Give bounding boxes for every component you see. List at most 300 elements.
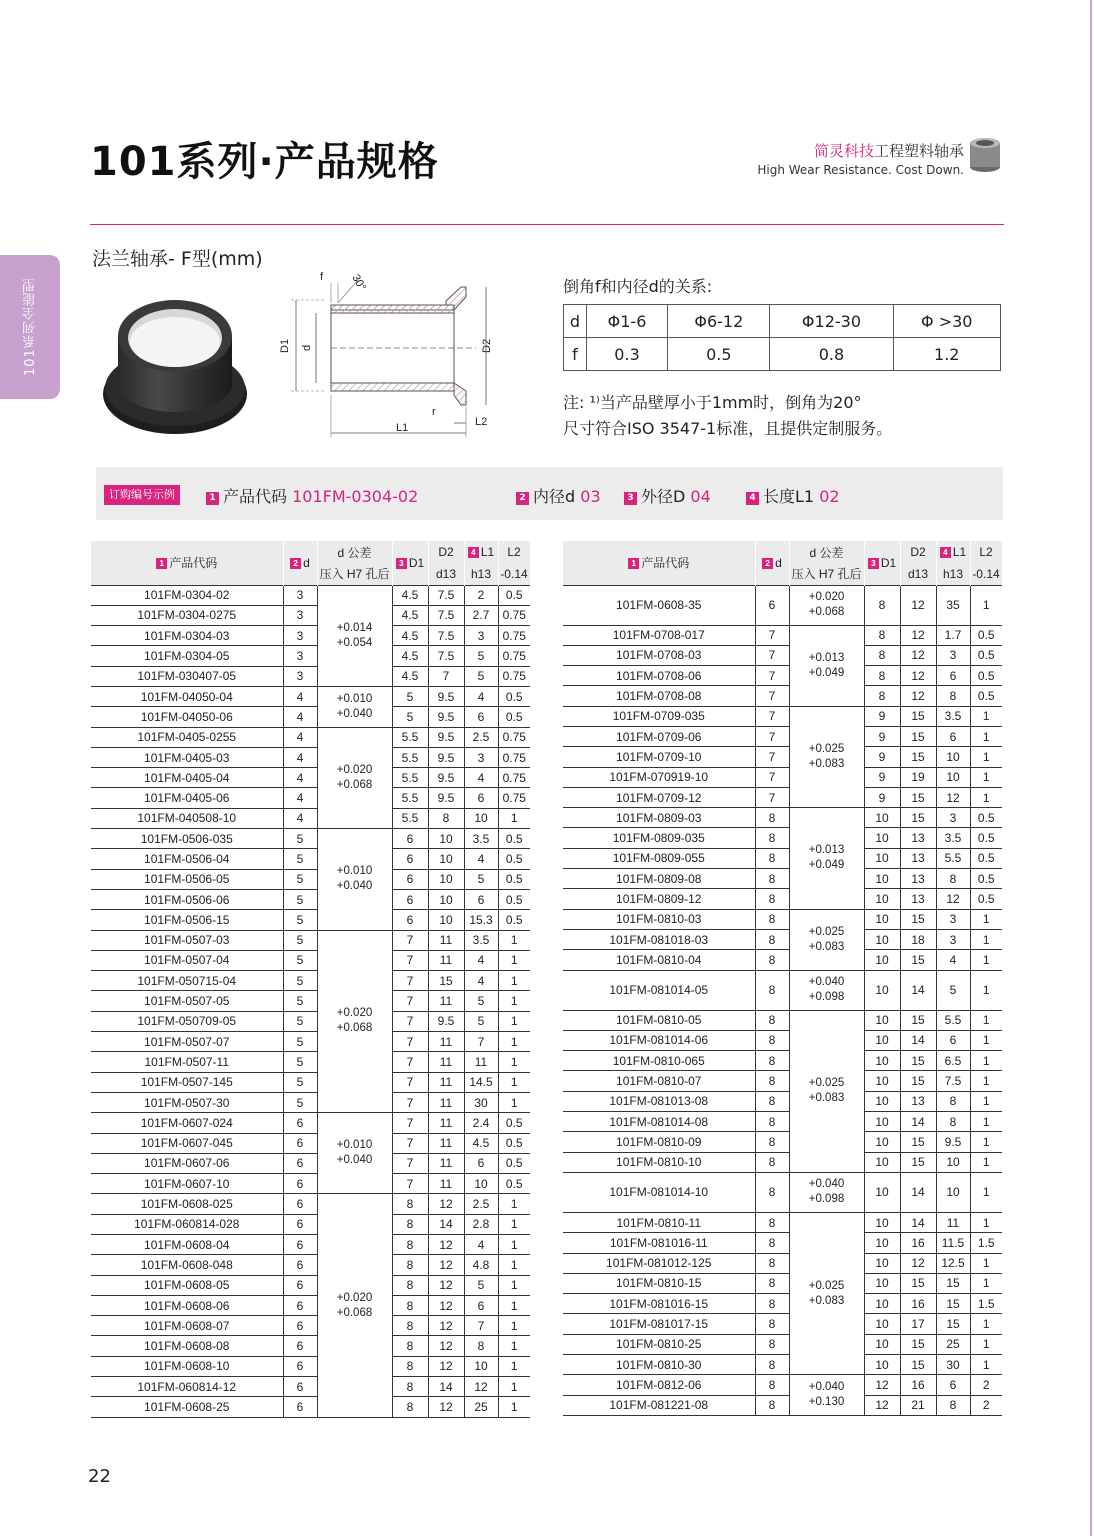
cell-L1: 4 xyxy=(464,768,498,788)
table-row xyxy=(91,1336,530,1356)
cell-D1: 9 xyxy=(864,767,900,787)
cell-L1: 8 xyxy=(936,1112,970,1132)
cell-L1: 15 xyxy=(936,1294,970,1314)
cell-D2: 12 xyxy=(428,1336,464,1356)
table-row xyxy=(91,1275,530,1295)
chamfer-cell: 0.3 xyxy=(586,338,667,371)
cell-tolerance xyxy=(789,1172,864,1212)
cell-L2: 1 xyxy=(970,787,1002,807)
cell-D1: 10 xyxy=(864,1253,900,1273)
cell-product-code: 101FM-0608-35 xyxy=(563,585,755,625)
cell-D2: 15 xyxy=(900,706,936,726)
diagram-label-L1: L1 xyxy=(396,422,409,434)
cell-D1: 6 xyxy=(392,829,428,849)
cell-d: 5 xyxy=(283,1072,317,1092)
cell-L1: 30 xyxy=(936,1355,970,1375)
cell-D2: 11 xyxy=(428,991,464,1011)
cell-L1: 6 xyxy=(936,666,970,686)
cell-D2: 14 xyxy=(900,1172,936,1212)
cell-product-code: 101FM-0608-10 xyxy=(91,1356,283,1376)
cell-L2: 0.75 xyxy=(498,788,530,808)
cell-L1: 8 xyxy=(936,686,970,706)
cell-d: 5 xyxy=(283,910,317,930)
cell-D2: 9.5 xyxy=(428,727,464,747)
cell-L2: 1 xyxy=(970,1212,1002,1232)
table-row xyxy=(91,971,530,991)
table-row xyxy=(91,605,530,625)
cell-D2: 13 xyxy=(900,889,936,909)
cell-D2: 11 xyxy=(428,1052,464,1072)
cell-tolerance xyxy=(789,1010,864,1172)
cell-product-code: 101FM-081014-08 xyxy=(563,1112,755,1132)
chamfer-cell: 0.8 xyxy=(770,338,893,371)
cell-L1: 4 xyxy=(464,686,498,706)
cell-L2: 1 xyxy=(970,706,1002,726)
cell-d: 4 xyxy=(283,727,317,747)
cell-tolerance xyxy=(789,808,864,909)
table-row xyxy=(563,625,1002,645)
cell-L2: 1 xyxy=(498,1336,530,1356)
table-row xyxy=(563,950,1002,970)
number-badge: 3 xyxy=(868,558,879,569)
cell-D2: 18 xyxy=(900,929,936,949)
tolerance-upper: +0.020 xyxy=(336,1291,373,1304)
cell-L1: 12.5 xyxy=(936,1253,970,1273)
cell-D2: 12 xyxy=(900,686,936,706)
title-divider xyxy=(90,224,1004,225)
cell-D1: 4.5 xyxy=(392,626,428,646)
cell-d: 5 xyxy=(283,950,317,970)
table-row xyxy=(563,1091,1002,1111)
cell-L2: 1 xyxy=(498,1255,530,1275)
cell-d: 8 xyxy=(755,828,789,848)
cell-D2: 9.5 xyxy=(428,788,464,808)
table-row xyxy=(91,1377,530,1397)
brand-cn-rest: 工程塑料轴承 xyxy=(873,142,964,160)
cell-L2: 0.5 xyxy=(970,686,1002,706)
header-d-label: d xyxy=(303,555,310,570)
cell-L1: 15.3 xyxy=(464,910,498,930)
cell-L1: 25 xyxy=(936,1334,970,1354)
cell-D2: 10 xyxy=(428,910,464,930)
header-D1-label: D1 xyxy=(408,555,425,570)
cell-D2: 10 xyxy=(428,849,464,869)
cell-D1: 10 xyxy=(864,808,900,828)
table-row xyxy=(91,1133,530,1153)
diagram-label-r: r xyxy=(432,406,436,418)
cell-L1: 5 xyxy=(464,646,498,666)
chamfer-cell: Φ12-30 xyxy=(770,305,893,338)
cell-d: 8 xyxy=(755,808,789,828)
cell-L1: 6 xyxy=(464,1153,498,1173)
cell-product-code: 101FM-0708-03 xyxy=(563,645,755,665)
cell-D2: 7.5 xyxy=(428,605,464,625)
cell-D1: 6 xyxy=(392,869,428,889)
cell-product-code: 101FM-0809-055 xyxy=(563,848,755,868)
cell-L1: 2.7 xyxy=(464,605,498,625)
table-row xyxy=(91,808,530,828)
cell-product-code: 101FM-0809-035 xyxy=(563,828,755,848)
cell-d: 7 xyxy=(755,787,789,807)
cell-L2: 1 xyxy=(498,1295,530,1315)
cell-d: 8 xyxy=(755,1253,789,1273)
cell-D2: 11 xyxy=(428,1072,464,1092)
cell-L1: 3.5 xyxy=(464,930,498,950)
table-row xyxy=(563,1273,1002,1293)
cell-L2: 0.5 xyxy=(970,889,1002,909)
cell-product-code: 101FM-0709-12 xyxy=(563,787,755,807)
cell-L2: 0.5 xyxy=(498,707,530,727)
side-tab-label: 101系列全能型 xyxy=(23,278,38,376)
cell-L1: 10 xyxy=(936,767,970,787)
cell-product-code: 101FM-0810-04 xyxy=(563,950,755,970)
cell-L1: 7 xyxy=(464,1032,498,1052)
cell-d: 3 xyxy=(283,585,317,605)
cell-L2: 1 xyxy=(970,1071,1002,1091)
cell-D1: 8 xyxy=(864,585,900,625)
table-header-row xyxy=(563,541,1002,563)
page-title: 101系列·产品规格 xyxy=(90,139,439,185)
table-row xyxy=(563,1132,1002,1152)
table-row xyxy=(91,991,530,1011)
table-row xyxy=(563,828,1002,848)
section-title: 法兰轴承- F型(mm) xyxy=(92,248,263,270)
cell-D1: 7 xyxy=(392,1032,428,1052)
diagram-label-D2: D2 xyxy=(481,338,493,353)
cell-L2: 1 xyxy=(970,767,1002,787)
cell-product-code: 101FM-081014-05 xyxy=(563,970,755,1010)
table-row xyxy=(91,889,530,909)
cell-product-code: 101FM-040508-10 xyxy=(91,808,283,828)
cell-d: 8 xyxy=(755,1030,789,1050)
cell-product-code: 101FM-0709-035 xyxy=(563,706,755,726)
tolerance-lower: +0.098 xyxy=(808,991,845,1004)
cell-D1: 10 xyxy=(864,929,900,949)
table-header-row xyxy=(91,541,530,563)
cell-d: 5 xyxy=(283,1011,317,1031)
cell-D1: 10 xyxy=(864,950,900,970)
note-wall-thickness: 注: ¹⁾当产品壁厚小于1mm时，倒角为20° xyxy=(563,393,862,412)
brand-slogan: High Wear Resistance. Cost Down. xyxy=(757,163,964,177)
cell-product-code: 101FM-0810-15 xyxy=(563,1273,755,1293)
cell-tolerance xyxy=(317,829,392,930)
cell-D1: 4.5 xyxy=(392,666,428,686)
cell-D1: 10 xyxy=(864,889,900,909)
cell-L1: 2.5 xyxy=(464,727,498,747)
table-row xyxy=(563,909,1002,929)
cell-L2: 1 xyxy=(970,1010,1002,1030)
cell-D1: 7 xyxy=(392,971,428,991)
cell-d: 6 xyxy=(283,1275,317,1295)
cell-D2: 9.5 xyxy=(428,707,464,727)
order-item-inner-d xyxy=(516,484,601,507)
cell-L2: 0.75 xyxy=(498,626,530,646)
cell-L1: 15 xyxy=(936,1314,970,1334)
number-badge: 2 xyxy=(290,558,301,569)
order-item-value: 03 xyxy=(580,487,601,506)
tolerance-upper: +0.025 xyxy=(808,925,845,938)
cell-product-code: 101FM-081013-08 xyxy=(563,1091,755,1111)
cell-d: 4 xyxy=(283,788,317,808)
table-row xyxy=(563,787,1002,807)
cell-L1: 5 xyxy=(464,1011,498,1031)
cell-D1: 6 xyxy=(392,849,428,869)
cell-L1: 8 xyxy=(936,1395,970,1415)
table-row xyxy=(91,869,530,889)
chamfer-cell: 0.5 xyxy=(668,338,770,371)
cell-product-code: 101FM-081012-125 xyxy=(563,1253,755,1273)
table-row xyxy=(91,829,530,849)
cell-D1: 7 xyxy=(392,1052,428,1072)
cell-D2: 13 xyxy=(900,1091,936,1111)
cell-product-code: 101FM-0507-11 xyxy=(91,1052,283,1072)
cell-product-code: 101FM-0608-07 xyxy=(91,1316,283,1336)
cell-product-code: 101FM-081016-11 xyxy=(563,1233,755,1253)
table-row xyxy=(563,1314,1002,1334)
cell-L2: 1 xyxy=(498,1356,530,1376)
chamfer-cell: Φ6-12 xyxy=(668,305,770,338)
cell-D2: 7.5 xyxy=(428,626,464,646)
cell-L1: 30 xyxy=(464,1092,498,1112)
cell-product-code: 101FM-070919-10 xyxy=(563,767,755,787)
cell-D1: 7 xyxy=(392,1174,428,1194)
cell-D2: 12 xyxy=(428,1275,464,1295)
cell-L2: 0.5 xyxy=(498,829,530,849)
cell-product-code: 101FM-0607-06 xyxy=(91,1153,283,1173)
cell-d: 6 xyxy=(283,1255,317,1275)
cell-d: 8 xyxy=(755,1112,789,1132)
table-row xyxy=(91,686,530,706)
cell-D2: 10 xyxy=(428,889,464,909)
cell-L2: 0.75 xyxy=(498,666,530,686)
header-code xyxy=(91,541,283,585)
cell-L2: 0.75 xyxy=(498,605,530,625)
cell-product-code: 101FM-04050-04 xyxy=(91,686,283,706)
cell-product-code: 101FM-0709-06 xyxy=(563,726,755,746)
cell-tolerance xyxy=(317,1113,392,1194)
header-D2-sub: d13 xyxy=(428,563,464,585)
cell-d: 3 xyxy=(283,666,317,686)
cell-product-code: 101FM-0810-05 xyxy=(563,1010,755,1030)
cell-d: 8 xyxy=(755,1314,789,1334)
table-row xyxy=(91,930,530,950)
spec-table-left xyxy=(91,541,531,1418)
cell-L2: 2 xyxy=(970,1375,1002,1395)
cell-L2: 0.5 xyxy=(970,666,1002,686)
cell-L1: 4 xyxy=(464,849,498,869)
cell-L1: 3 xyxy=(936,645,970,665)
table-row xyxy=(91,1153,530,1173)
table-row xyxy=(91,950,530,970)
table-row xyxy=(563,686,1002,706)
cell-d: 8 xyxy=(755,1273,789,1293)
cell-L2: 1 xyxy=(970,1172,1002,1212)
cell-L1: 10 xyxy=(464,808,498,828)
cell-D2: 12 xyxy=(428,1235,464,1255)
cell-product-code: 101FM-081014-10 xyxy=(563,1172,755,1212)
cell-d: 3 xyxy=(283,626,317,646)
cell-L2: 0.5 xyxy=(498,869,530,889)
cell-D2: 16 xyxy=(900,1375,936,1395)
cell-L1: 5 xyxy=(464,991,498,1011)
cell-L1: 3 xyxy=(936,929,970,949)
diagram-label-angle: 30° xyxy=(349,272,369,293)
cell-D1: 10 xyxy=(864,1172,900,1212)
cell-D1: 8 xyxy=(392,1397,428,1417)
cell-D2: 11 xyxy=(428,950,464,970)
cell-L1: 3.5 xyxy=(464,829,498,849)
cell-D1: 10 xyxy=(864,909,900,929)
diagram-label-D1: D1 xyxy=(279,338,291,353)
cell-product-code: 101FM-0507-07 xyxy=(91,1032,283,1052)
cell-tolerance xyxy=(317,686,392,727)
cell-d: 8 xyxy=(755,1334,789,1354)
tolerance-lower: +0.083 xyxy=(808,940,845,953)
table-row xyxy=(563,1071,1002,1091)
tolerance-upper: +0.013 xyxy=(808,844,845,857)
header-L1-label: L1 xyxy=(952,545,967,559)
cell-D2: 15 xyxy=(900,1071,936,1091)
table-row xyxy=(563,747,1002,767)
header-L1-label: L1 xyxy=(480,545,495,559)
cell-D2: 12 xyxy=(900,585,936,625)
chamfer-table xyxy=(563,304,1001,371)
brand-cn xyxy=(757,140,964,161)
cell-d: 6 xyxy=(283,1295,317,1315)
cell-D1: 10 xyxy=(864,1051,900,1071)
tolerance-lower: +0.040 xyxy=(336,880,373,893)
cell-D2: 12 xyxy=(428,1397,464,1417)
cell-D2: 15 xyxy=(428,971,464,991)
tolerance-upper: +0.040 xyxy=(808,1381,845,1394)
order-item-label: 长度L1 xyxy=(763,487,815,506)
cell-product-code: 101FM-0304-02 xyxy=(91,585,283,605)
cell-d: 7 xyxy=(755,686,789,706)
cell-L2: 0.5 xyxy=(498,1113,530,1133)
cell-D2: 11 xyxy=(428,1032,464,1052)
table-row xyxy=(91,1397,530,1417)
table-row xyxy=(91,1295,530,1315)
cell-L1: 10 xyxy=(936,1152,970,1172)
header-L2: L2 xyxy=(498,541,530,563)
cell-d: 6 xyxy=(283,1133,317,1153)
cell-L1: 4 xyxy=(464,950,498,970)
cell-D1: 10 xyxy=(864,869,900,889)
cell-d: 6 xyxy=(283,1336,317,1356)
cell-D2: 21 xyxy=(900,1395,936,1415)
cell-D1: 12 xyxy=(864,1375,900,1395)
cell-D1: 5.5 xyxy=(392,747,428,767)
order-item-outer-d xyxy=(624,484,711,507)
cell-d: 3 xyxy=(283,646,317,666)
cell-D1: 8 xyxy=(864,686,900,706)
cell-L1: 5.5 xyxy=(936,1010,970,1030)
tolerance-upper: +0.014 xyxy=(336,621,373,634)
tolerance-lower: +0.049 xyxy=(808,666,845,679)
cell-d: 7 xyxy=(755,625,789,645)
page-number: 22 xyxy=(88,1466,111,1487)
tolerance-lower: +0.049 xyxy=(808,859,845,872)
cell-product-code: 101FM-0607-024 xyxy=(91,1113,283,1133)
cell-D1: 10 xyxy=(864,1071,900,1091)
cell-L2: 0.5 xyxy=(970,828,1002,848)
cell-L2: 1 xyxy=(970,1112,1002,1132)
table-row xyxy=(563,767,1002,787)
cell-product-code: 101FM-060814-028 xyxy=(91,1214,283,1234)
cell-d: 7 xyxy=(755,666,789,686)
cell-D1: 9 xyxy=(864,726,900,746)
number-badge: 1 xyxy=(156,558,167,569)
cell-d: 5 xyxy=(283,971,317,991)
cell-D1: 7 xyxy=(392,1113,428,1133)
table-row xyxy=(91,1052,530,1072)
cell-L1: 9.5 xyxy=(936,1132,970,1152)
cell-L2: 1 xyxy=(498,971,530,991)
cell-d: 8 xyxy=(755,1355,789,1375)
cell-L2: 1 xyxy=(970,1152,1002,1172)
tolerance-lower: +0.040 xyxy=(336,1154,373,1167)
cell-D1: 5.5 xyxy=(392,808,428,828)
cell-L2: 1 xyxy=(498,1194,530,1214)
table-row xyxy=(91,1214,530,1234)
cell-L2: 1 xyxy=(498,1214,530,1234)
table-row xyxy=(563,889,1002,909)
cell-L2: 1 xyxy=(498,1072,530,1092)
number-badge: 4 xyxy=(468,547,479,558)
cell-L1: 5.5 xyxy=(936,848,970,868)
cell-L1: 10 xyxy=(936,1172,970,1212)
header-D1-label: D1 xyxy=(880,555,897,570)
cell-D1: 8 xyxy=(392,1336,428,1356)
cell-product-code: 101FM-0810-25 xyxy=(563,1334,755,1354)
table-row xyxy=(91,666,530,686)
cell-L2: 0.5 xyxy=(970,808,1002,828)
cell-L1: 2 xyxy=(464,585,498,605)
table-row xyxy=(91,1235,530,1255)
header-tolerance-sub: 压入 H7 孔后 xyxy=(789,563,864,585)
cell-L1: 7.5 xyxy=(936,1071,970,1091)
cell-D2: 15 xyxy=(900,747,936,767)
cell-product-code: 101FM-0810-11 xyxy=(563,1212,755,1232)
cell-L2: 1 xyxy=(498,950,530,970)
cell-D2: 12 xyxy=(428,1316,464,1336)
diagram-label-d: d xyxy=(301,344,313,351)
cell-L2: 1.5 xyxy=(970,1294,1002,1314)
cell-product-code: 101FM-0506-06 xyxy=(91,889,283,909)
cell-d: 7 xyxy=(755,645,789,665)
table-row xyxy=(91,585,530,605)
cell-L1: 6 xyxy=(464,889,498,909)
table-row xyxy=(563,1355,1002,1375)
cell-D2: 13 xyxy=(900,828,936,848)
header-D1 xyxy=(392,541,428,585)
cell-d: 8 xyxy=(755,970,789,1010)
cell-product-code: 101FM-0809-12 xyxy=(563,889,755,909)
cell-product-code: 101FM-0304-05 xyxy=(91,646,283,666)
tolerance-upper: +0.040 xyxy=(808,1178,845,1191)
cell-D2: 7.5 xyxy=(428,585,464,605)
cell-product-code: 101FM-0810-10 xyxy=(563,1152,755,1172)
brand-cn-accent: 简灵科技 xyxy=(813,142,874,160)
table-row xyxy=(91,707,530,727)
cell-d: 8 xyxy=(755,1375,789,1395)
spec-table-right xyxy=(563,541,1003,1416)
tolerance-upper: +0.020 xyxy=(336,763,373,776)
cell-product-code: 101FM-081017-15 xyxy=(563,1314,755,1334)
cell-L2: 0.5 xyxy=(970,645,1002,665)
tolerance-lower: +0.068 xyxy=(336,1306,373,1319)
number-badge: 2 xyxy=(762,558,773,569)
